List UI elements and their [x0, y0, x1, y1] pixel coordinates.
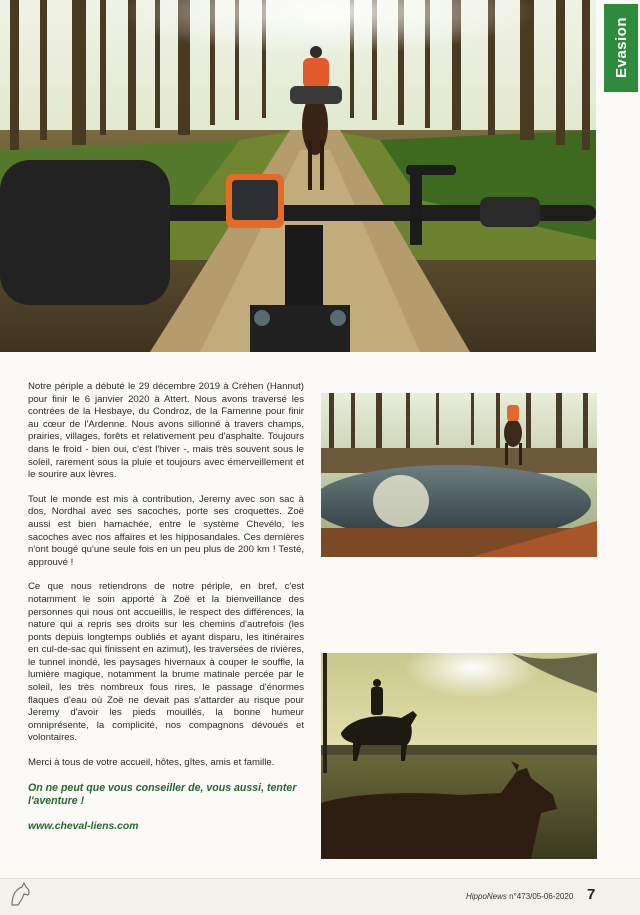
footer-issue-info [466, 892, 573, 901]
issue-number: n°473/05-06-2020 [509, 892, 574, 901]
hero-photo-forest-ride [0, 0, 596, 352]
page-number: 7 [587, 886, 596, 903]
photo-forest-pond [321, 393, 597, 557]
article-paragraph: Merci à tous de votre accueil, hôtes, gîtes, amis et famille. [28, 757, 275, 769]
article-paragraph: Tout le monde est mis à contribution, Jeremy avec son sac à dos, Nordhal avec ses sacoches, porte ses croquettes. Zoë aussi est bien harnachée, entre le système Chevélo, les sacoches avec nos affaires et les hipposandales. Ces dernières n'ont bougé qu'une seule fois en un peu plus de 200 km ! Testé, approuvé ! [28, 493, 304, 568]
section-tab-label: Evasion [612, 17, 630, 79]
section-tab [604, 4, 638, 92]
magazine-name: HippoNews [466, 892, 507, 901]
article-paragraph: Notre périple a débuté le 29 décembre 2019 à Créhen (Hannut) pour finir le 6 janvier 2020 à Attert. Nous avons traversé les contrées de la Hesbaye, du Condroz, de la Famenne pour finir au cœur de l'Ardenne. Nous avons sillonné à travers champs, prairies, villages, forêts et relativement peu d'asphalte. Toujours dans le froid - bien oui, c'est l'hiver -, mais très souvent sous le soleil, rarement sous la pluie et toujours avec émerveillement et le sourire aux lèvres. [28, 381, 304, 481]
website-link[interactable]: www.cheval-liens.com [28, 820, 139, 832]
horse-logo-icon [8, 881, 32, 907]
article-paragraph: Ce que nous retiendrons de notre périple, en bref, c'est notamment le soin apporté à Zoë et la bienveillance des personnes qui nous ont accueillis, le respect des différences, la nature qui a repris ses droits sur les chemins d'autrefois (les ponts depuis longtemps oubliés et ayant disparu, les itinéraires en cul-de-sac qui finissent en azimut), les traversées de rivières, le tunnel inondé, les paysages hivernaux à couper le souffle, la lumière magique, notamment la brume matinale percée par le soleil, les très nombreux fous rires, le passage d'énormes flaques d'eau où Zoë ne devait pas s'attarder au risque pour Jeremy d'avoir les pieds mouillés, la bonne humeur omniprésente, la complicité, nos compagnons dévoués et volontaires. [28, 581, 304, 744]
article-text-column [28, 381, 304, 833]
photo-sunset-rider-dog [321, 653, 597, 859]
call-to-action: On ne peut que vous conseiller de, vous aussi, tenter l'aventure ! [28, 781, 297, 808]
